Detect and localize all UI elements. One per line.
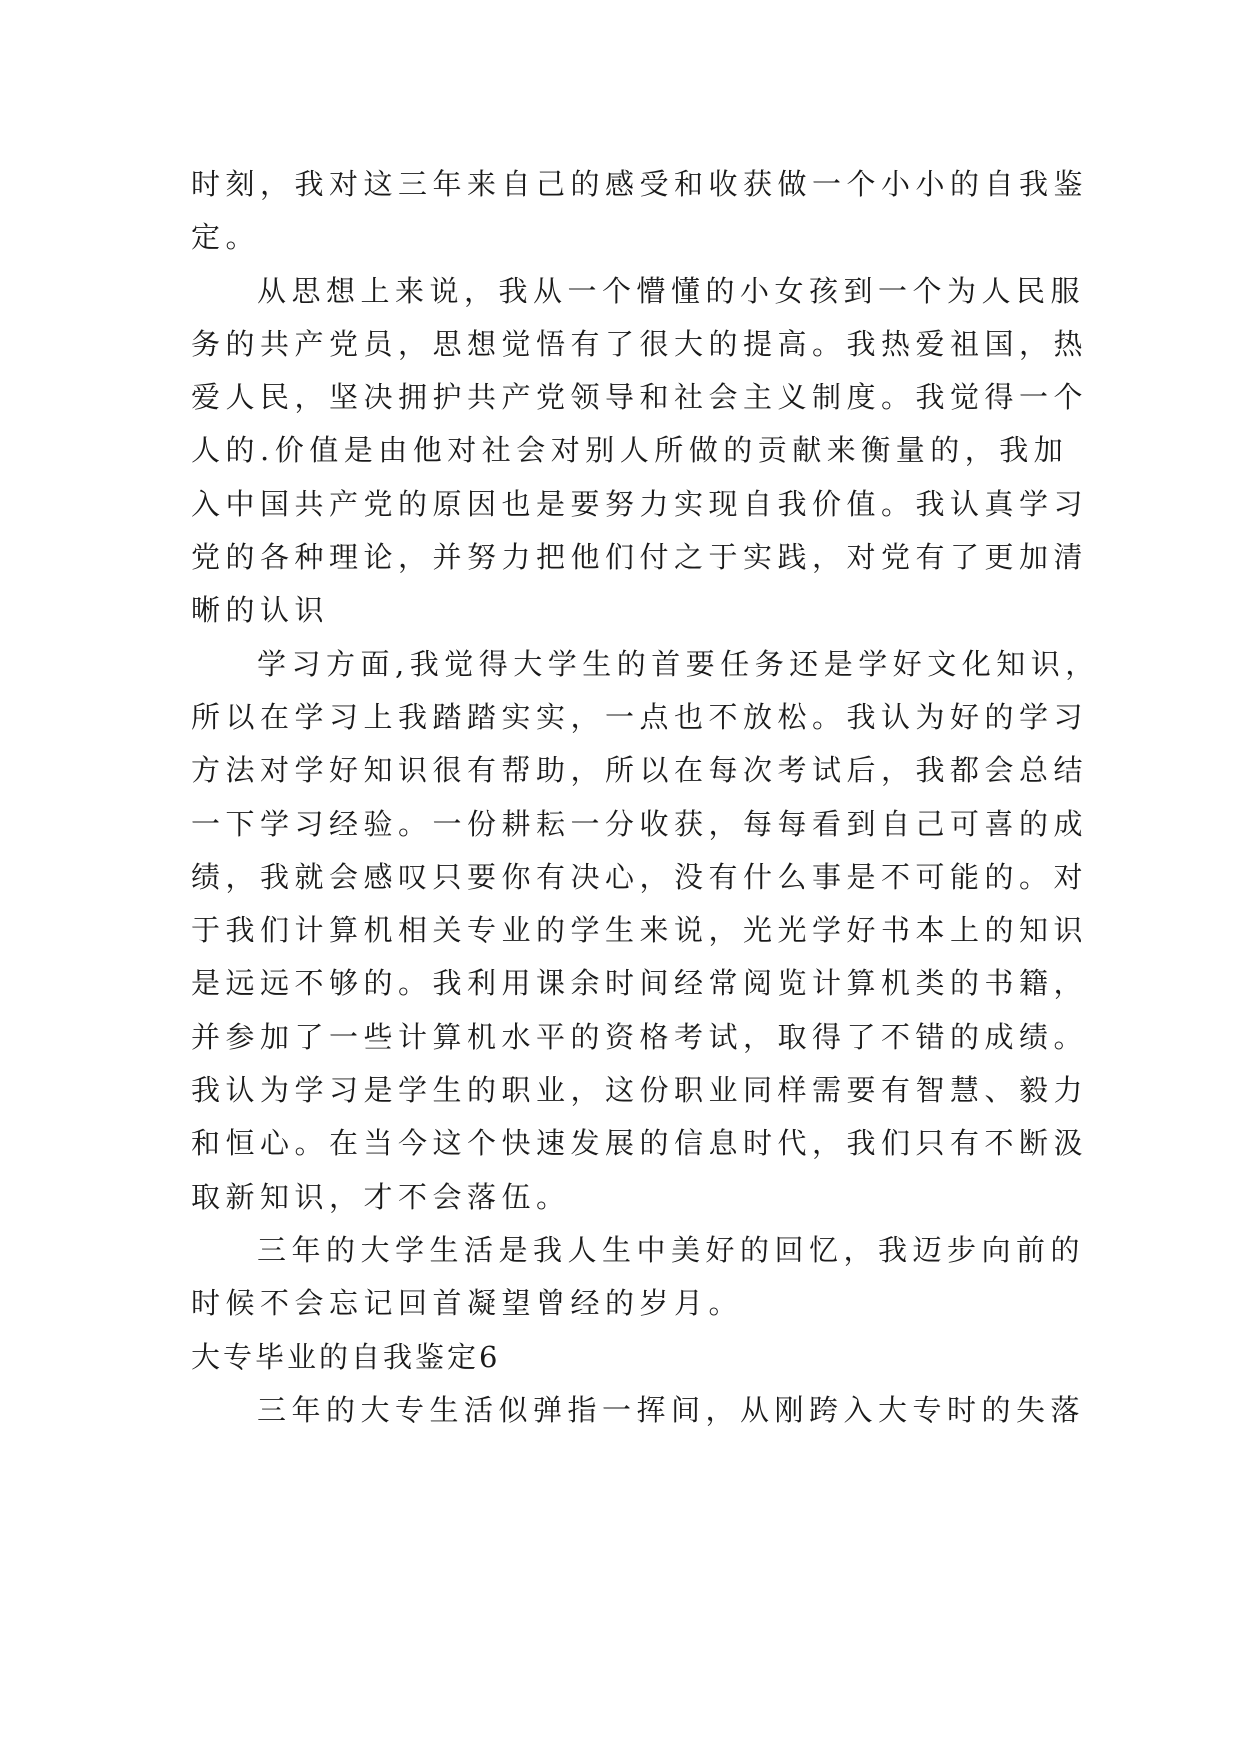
text-line: 晰的认识 (191, 593, 330, 628)
text-line: 时刻，我对这三年来自己的感受和收获做一个小小的自我鉴 (191, 167, 1089, 201)
text-line: 是远远不够的。我利用课余时间经常阅览计算机类的书籍， (191, 966, 1089, 1001)
text-line: 定。 (191, 220, 261, 255)
text-line: 于我们计算机相关专业的学生来说，光光学好书本上的知识 (191, 913, 1089, 948)
text-line: 入中国共产党的原因也是要努力实现自我价值。我认真学习 (191, 486, 1089, 521)
paragraph-start-line: 三年的大专生活似弹指一挥间，从刚跨入大专时的失落 (257, 1392, 1086, 1427)
text-line: 人的.价值是由他对社会对别人所做的贡献来衡量的，我加 (191, 433, 1069, 468)
paragraph-start-line: 从思想上来说，我从一个懵懂的小女孩到一个为人民服 (257, 273, 1086, 308)
text-line: 一下学习经验。一份耕耘一分收获，每每看到自己可喜的成 (191, 806, 1089, 841)
text-line: 绩，我就会感叹只要你有决心，没有什么事是不可能的。对 (191, 859, 1089, 894)
text-line: 时候不会忘记回首凝望曾经的岁月。 (191, 1286, 744, 1321)
text-line: 并参加了一些计算机水平的资格考试，取得了不错的成绩。 (191, 1019, 1089, 1054)
text-line: 我认为学习是学生的职业，这份职业同样需要有智慧、毅力 (191, 1073, 1089, 1108)
paragraph-start-line: 三年的大学生活是我人生中美好的回忆，我迈步向前的 (257, 1232, 1086, 1267)
text-line: 爱人民，坚决拥护共产党领导和社会主义制度。我觉得一个 (191, 380, 1089, 415)
section-heading: 大专毕业的自我鉴定6 (191, 1339, 501, 1374)
text-line: 务的共产党员，思想觉悟有了很大的提高。我热爱祖国，热 (191, 326, 1089, 361)
document-body (191, 158, 1100, 1437)
text-line: 党的各种理论，并努力把他们付之于实践，对党有了更加清 (191, 540, 1089, 575)
text-line: 取新知识，才不会落伍。 (191, 1179, 571, 1214)
paragraph-start-line: 学习方面,我觉得大学生的首要任务还是学好文化知识， (257, 646, 1100, 681)
text-line: 和恒心。在当今这个快速发展的信息时代，我们只有不断汲 (191, 1126, 1089, 1161)
text-line: 方法对学好知识很有帮助，所以在每次考试后，我都会总结 (191, 753, 1089, 788)
text-line: 所以在学习上我踏踏实实，一点也不放松。我认为好的学习 (191, 699, 1089, 734)
